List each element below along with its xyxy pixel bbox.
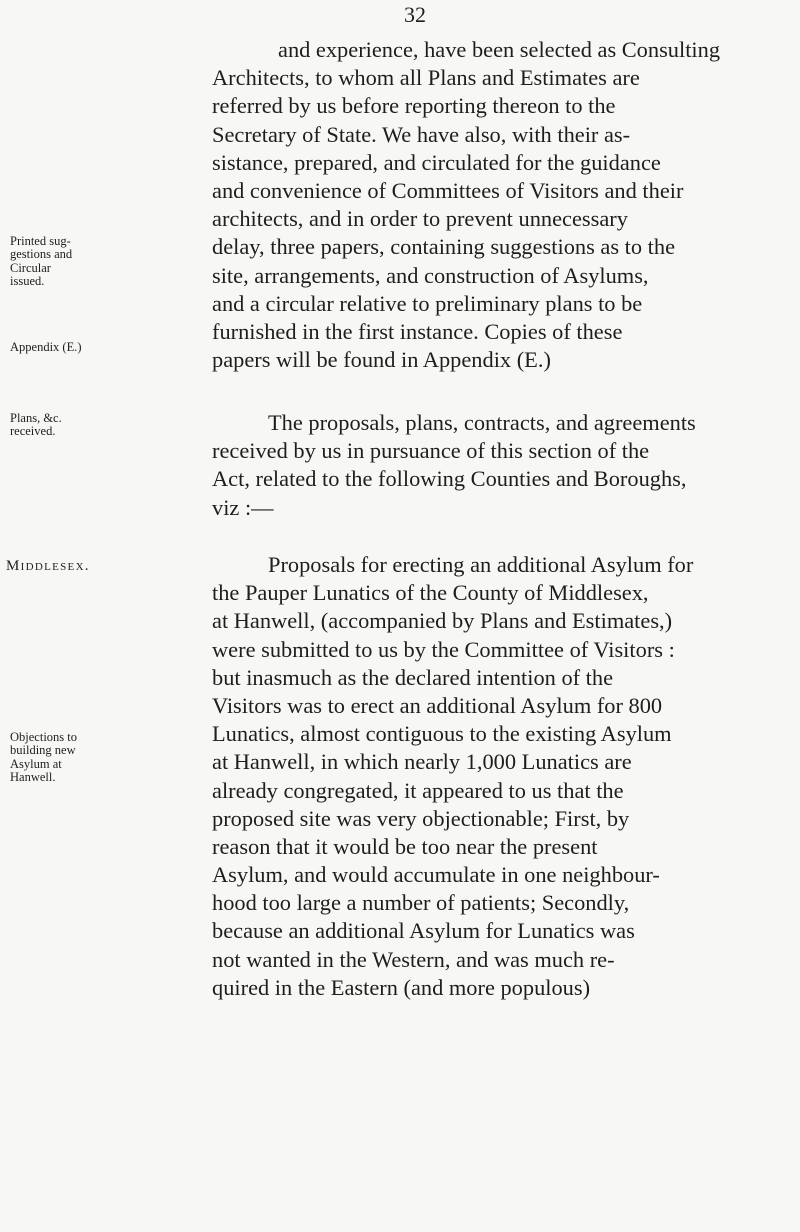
- note-line: Plans, &c.: [10, 411, 62, 425]
- section-head-middlesex: Middlesex.: [6, 558, 90, 574]
- text-line: Visitors was to erect an additional Asylum for 800: [212, 692, 663, 718]
- text-line: but inasmuch as the declared intention of the: [212, 664, 614, 690]
- marginal-note-printed-suggestions: [10, 235, 100, 288]
- text-line: Asylum, and would accumulate in one neighbour-: [212, 862, 660, 888]
- text-line: Secretary of State. We have also, with their as-: [212, 121, 631, 147]
- text-line: furnished in the first instance. Copies of these: [212, 318, 623, 344]
- note-line: gestions and: [10, 247, 73, 262]
- text-line: Act, related to the following Counties and Boroughs,: [212, 466, 687, 492]
- text-line: received by us in pursuance of this section of the: [212, 438, 650, 464]
- note-line: received.: [10, 424, 56, 439]
- text-line: not wanted in the Western, and was much re-: [212, 946, 615, 972]
- text-line: reason that it would be too near the present: [212, 833, 598, 859]
- paragraph-middlesex: [212, 551, 764, 1002]
- text-line: the Pauper Lunatics of the County of Middlesex,: [212, 580, 649, 606]
- text-line: and a circular relative to preliminary plans to be: [212, 290, 643, 316]
- text-line: papers will be found in Appendix (E.): [212, 347, 551, 373]
- text-line: and experience, have been selected as Consulting: [278, 37, 721, 62]
- text-line: and convenience of Committees of Visitors and their: [212, 177, 684, 203]
- text-line: at Hanwell, in which nearly 1,000 Lunatics are: [212, 749, 632, 775]
- text-line: already congregated, it appeared to us that the: [212, 777, 624, 803]
- paragraph-consulting-architects: [212, 36, 764, 374]
- text-line: hood too large a number of patients; Secondly,: [212, 890, 630, 916]
- note-line: Printed sug-: [10, 234, 71, 248]
- text-line: Architects, to whom all Plans and Estimates are: [212, 65, 640, 91]
- marginal-note-appendix: [10, 341, 100, 354]
- text-line: Proposals for erecting an additional Asylum for: [268, 552, 694, 577]
- note-line: Objections to: [10, 730, 78, 744]
- page-number: 32: [404, 2, 426, 27]
- text-line: site, arrangements, and construction of Asylums,: [212, 262, 649, 288]
- note-line: Circular: [10, 260, 51, 275]
- text-line: at Hanwell, (accompanied by Plans and Estimates,): [212, 608, 673, 634]
- note-line: Asylum at: [10, 756, 62, 771]
- note-line: Appendix (E.): [10, 340, 82, 354]
- text-line: viz :—: [212, 494, 274, 520]
- paragraph-plans-received: [212, 409, 764, 522]
- text-line: architects, and in order to prevent unnecessary: [212, 206, 628, 232]
- text-line: proposed site was very objectionable; First, by: [212, 805, 630, 831]
- note-line: issued.: [10, 273, 45, 288]
- marginal-note-plans-received: [10, 412, 100, 439]
- text-line: were submitted to us by the Committee of Visitors :: [212, 636, 675, 662]
- text-line: quired in the Eastern (and more populous): [212, 974, 591, 1000]
- text-line: referred by us before reporting thereon to the: [212, 93, 616, 119]
- text-line: Lunatics, almost contiguous to the existing Asylum: [212, 721, 672, 747]
- note-line: Hanwell.: [10, 769, 56, 784]
- marginal-note-objections: [10, 731, 100, 784]
- text-line: because an additional Asylum for Lunatics was: [212, 918, 635, 944]
- text-line: sistance, prepared, and circulated for the guidance: [212, 149, 661, 175]
- text-line: delay, three papers, containing suggestions as to the: [212, 234, 676, 260]
- text-line: The proposals, plans, contracts, and agreements: [268, 410, 696, 435]
- note-line: building new: [10, 743, 76, 758]
